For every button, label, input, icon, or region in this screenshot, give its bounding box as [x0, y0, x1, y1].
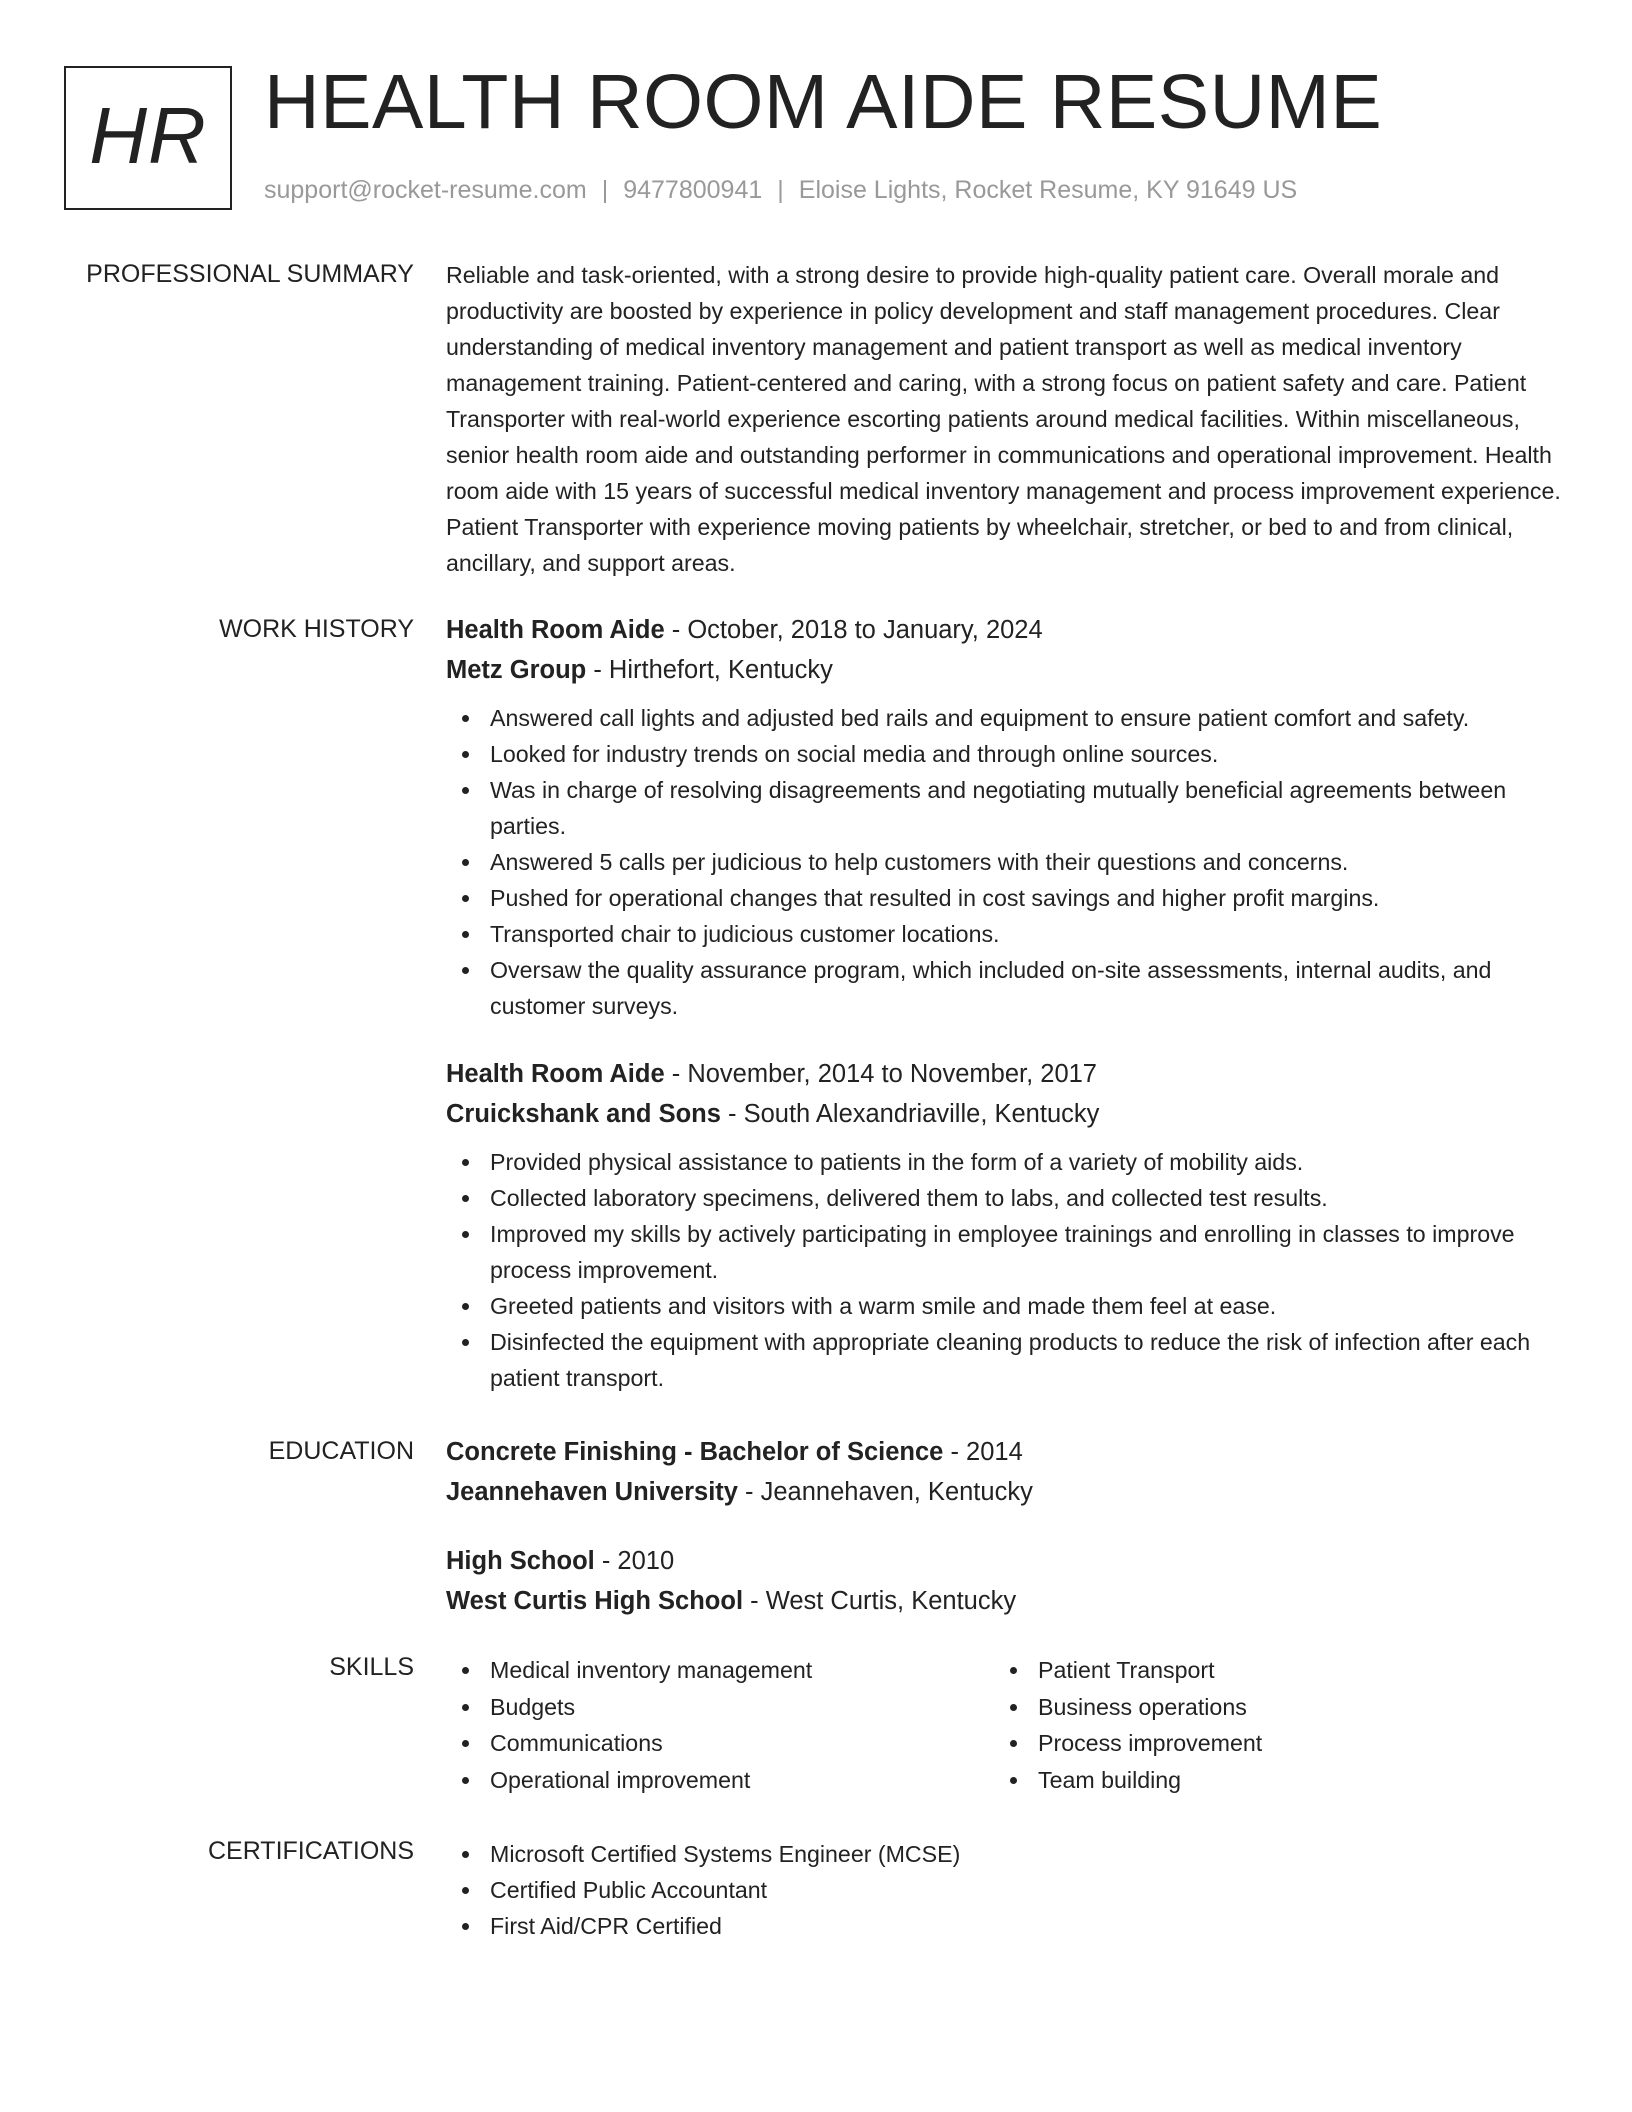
job-title-line [446, 610, 1566, 650]
job-bullet: Disinfected the equipment with appropriate cleaning products to reduce the risk of infection after each patient transport. [446, 1324, 1566, 1396]
contact-email: support@rocket-resume.com [264, 176, 587, 204]
job-entry [446, 1054, 1566, 1396]
education-year: - 2014 [943, 1438, 1023, 1466]
job-dates: - November, 2014 to November, 2017 [664, 1060, 1097, 1088]
job-location: - South Alexandriaville, Kentucky [720, 1100, 1100, 1128]
skill-item: Business operations [994, 1689, 1542, 1726]
education-location: - West Curtis, Kentucky [743, 1587, 1017, 1615]
skills-columns [446, 1652, 1566, 1798]
skill-item: Communications [446, 1725, 994, 1762]
skill-item: Patient Transport [994, 1652, 1542, 1689]
education-degree-line [446, 1541, 1566, 1581]
education-school: Jeannehaven University [446, 1478, 738, 1506]
education-year: - 2010 [594, 1547, 675, 1575]
education-location: - Jeannehaven, Kentucky [737, 1478, 1033, 1506]
job-company-line [446, 1094, 1566, 1134]
skill-item: Operational improvement [446, 1762, 994, 1799]
skill-item: Team building [994, 1762, 1542, 1799]
job-bullet: Transported chair to judicious customer locations. [446, 916, 1566, 952]
job-title: Health Room Aide [446, 1060, 665, 1088]
education-degree: High School [446, 1547, 595, 1575]
job-bullet: Was in charge of resolving disagreements and negotiating mutually beneficial agreements between parties. [446, 772, 1566, 844]
section-label-work-history: WORK HISTORY [219, 615, 414, 643]
job-location: - Hirthefort, Kentucky [586, 656, 833, 684]
certifications-list [446, 1836, 1566, 1944]
section-label-certifications: CERTIFICATIONS [207, 1837, 414, 1865]
job-company: Metz Group [446, 656, 587, 684]
certification-item: Microsoft Certified Systems Engineer (MCSE) [446, 1836, 1566, 1872]
job-dates: - October, 2018 to January, 2024 [664, 616, 1043, 644]
job-title-line [446, 1054, 1566, 1094]
section-label-summary: PROFESSIONAL SUMMARY [86, 260, 414, 288]
job-company: Cruickshank and Sons [446, 1100, 721, 1128]
work-history-body [446, 610, 1566, 1396]
contact-phone: 9477800941 [623, 176, 763, 204]
job-company-line [446, 650, 1566, 690]
job-bullet: Answered call lights and adjusted bed rails and equipment to ensure patient comfort and safety. [446, 700, 1566, 736]
job-bullet: Pushed for operational changes that resulted in cost savings and higher profit margins. [446, 880, 1566, 916]
education-entry [446, 1541, 1566, 1621]
job-bullets [446, 1144, 1566, 1396]
certification-item: First Aid/CPR Certified [446, 1908, 1566, 1944]
skills-list-left [446, 1652, 994, 1798]
job-bullet: Greeted patients and visitors with a warm smile and made them feel at ease. [446, 1288, 1566, 1324]
education-entry [446, 1432, 1566, 1512]
skills-body [446, 1652, 1566, 1798]
education-school-line [446, 1581, 1566, 1621]
contact-line [264, 176, 1297, 205]
job-bullet: Provided physical assistance to patients in the form of a variety of mobility aids. [446, 1144, 1566, 1180]
job-bullet: Improved my skills by actively participating in employee trainings and enrolling in classes to improve process improvement. [446, 1216, 1566, 1288]
job-bullet: Collected laboratory specimens, delivered them to labs, and collected test results. [446, 1180, 1566, 1216]
job-bullets [446, 700, 1566, 1024]
job-title: Health Room Aide [446, 616, 665, 644]
certification-item: Certified Public Accountant [446, 1872, 1566, 1908]
monogram-initials: HR [89, 91, 207, 180]
resume-title: HEALTH ROOM AIDE RESUME [264, 59, 1383, 145]
skills-list-right [994, 1652, 1542, 1798]
contact-separator: | [777, 176, 784, 204]
education-school: West Curtis High School [446, 1587, 744, 1615]
summary-body [446, 257, 1566, 581]
certifications-body [446, 1836, 1566, 1944]
resume-header [64, 59, 1564, 210]
section-label-education: EDUCATION [268, 1437, 414, 1465]
job-bullet: Oversaw the quality assurance program, which included on-site assessments, internal audits, and customer surveys. [446, 952, 1566, 1024]
contact-separator: | [601, 176, 609, 204]
contact-address: Eloise Lights, Rocket Resume, KY 91649 US [798, 176, 1298, 204]
summary-text: Reliable and task-oriented, with a strong desire to provide high-quality patient care. Overall morale and productivity are boosted by experience in policy development and staff management procedures. Clear understanding of medical inventory management and patient transport as well as medical inventory management training. Patient-centered and caring, with a strong focus on patient safety and care. Patient Transporter with real-world experience escorting patients around medical facilities. Within miscellaneous, senior health room aide and outstanding performer in communications and operational improvement. Health room aide with 15 years of successful medical inventory management and process improvement experience. Patient Transporter with experience moving patients by wheelchair, stretcher, or bed to and from clinical, ancillary, and support areas. [446, 262, 1561, 576]
skill-item: Budgets [446, 1689, 994, 1726]
skill-item: Medical inventory management [446, 1652, 994, 1689]
job-bullet: Answered 5 calls per judicious to help customers with their questions and concerns. [446, 844, 1566, 880]
monogram-box [64, 66, 232, 210]
education-degree: Concrete Finishing - Bachelor of Science [446, 1438, 944, 1466]
job-bullet: Looked for industry trends on social media and through online sources. [446, 736, 1566, 772]
section-label-skills: SKILLS [329, 1653, 414, 1681]
skill-item: Process improvement [994, 1725, 1542, 1762]
education-school-line [446, 1472, 1566, 1512]
education-body [446, 1432, 1566, 1621]
education-degree-line [446, 1432, 1566, 1472]
job-entry [446, 610, 1566, 1024]
